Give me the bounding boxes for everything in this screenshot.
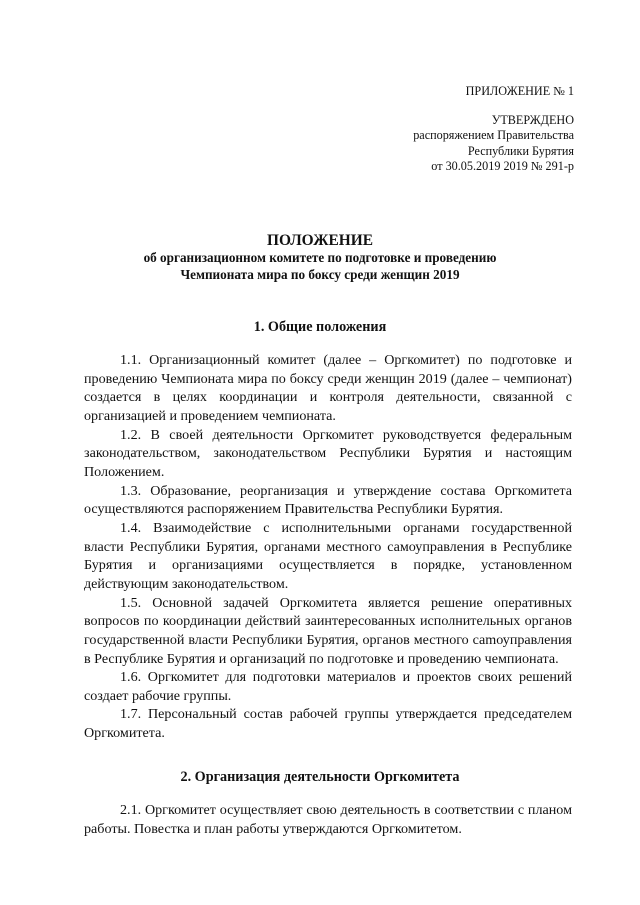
approved-label: УТВЕРЖДЕНО — [491, 113, 574, 128]
section-2-body — [84, 801, 572, 838]
document-subtitle-line-2: Чемпионата мира по боксу среди женщин 2019 — [180, 266, 460, 282]
order-line-1: распоряжением Правительства — [413, 128, 574, 143]
appendix-label: ПРИЛОЖЕНИЕ № 1 — [465, 84, 574, 98]
document-title-block — [0, 232, 640, 283]
paragraph-2-1: 2.1. Оргкомитет осуществляет свою деятельность в соответствии с планом работы. Повестка и план работы утверждаются Оргкомитетом. — [84, 802, 572, 837]
section-1-heading: 1. Общие положения — [253, 319, 387, 335]
paragraph-1-5: 1.5. Основной задачей Оргкомитета является решение оперативных вопросов по координации действий заинтересованных исполнительных органов государственной власти Республики Бурятия, органов местного саmоуправления в Республике Бурятия и организаций по подготовке и проведению чемпионата. — [84, 594, 572, 667]
paragraph-1-6: 1.6. Оргкомитет для подготовки материалов и проектов своих решений создает рабочие группы. — [84, 669, 572, 704]
section-1-body — [84, 351, 572, 743]
paragraph-1-7: 1.7. Персональный состав рабочей группы утверждается председателем Оргкомитета. — [84, 706, 572, 742]
section-2-heading: 2. Организация деятельности Оргкомитета — [180, 769, 460, 785]
approval-block — [413, 84, 574, 174]
paragraph-1-2: 1.2. В своей деятельности Оргкомитет руководствуется федеральным законодательством, законодательством Республики Бурятия и настоящим Положением. — [84, 426, 572, 480]
document-subtitle-line-1: об организационном комитете по подготовке и проведению — [143, 250, 497, 265]
order-line-2: Республики Бурятия — [467, 143, 574, 158]
paragraph-1-3: 1.3. Образование, реорганизация и утверждение состава Оргкомитета осуществляются распоряжением Правительства Республики Бурятия. — [84, 482, 572, 518]
paragraph-1-4: 1.4. Взаимодействие с исполнительными органами государственной власти Республики Бурятия, органами местного самоуправления в Республике Бурятия и организациями осуществляется в порядке, установленном действующим законодательством. — [84, 519, 572, 592]
paragraph-1-1: 1.1. Организационный комитет (далее – Оргкомитет) по подготовке и проведению Чемпионата мира по боксу среди женщин 2019 (далее – чемпионат) создается в целях координации и контроля деятельности, связанной с организацией и проведением чемпионата. — [84, 352, 572, 424]
document-title: ПОЛОЖЕНИЕ — [267, 232, 373, 249]
order-date: от 30.05.2019 2019 № 291-р — [431, 158, 574, 173]
